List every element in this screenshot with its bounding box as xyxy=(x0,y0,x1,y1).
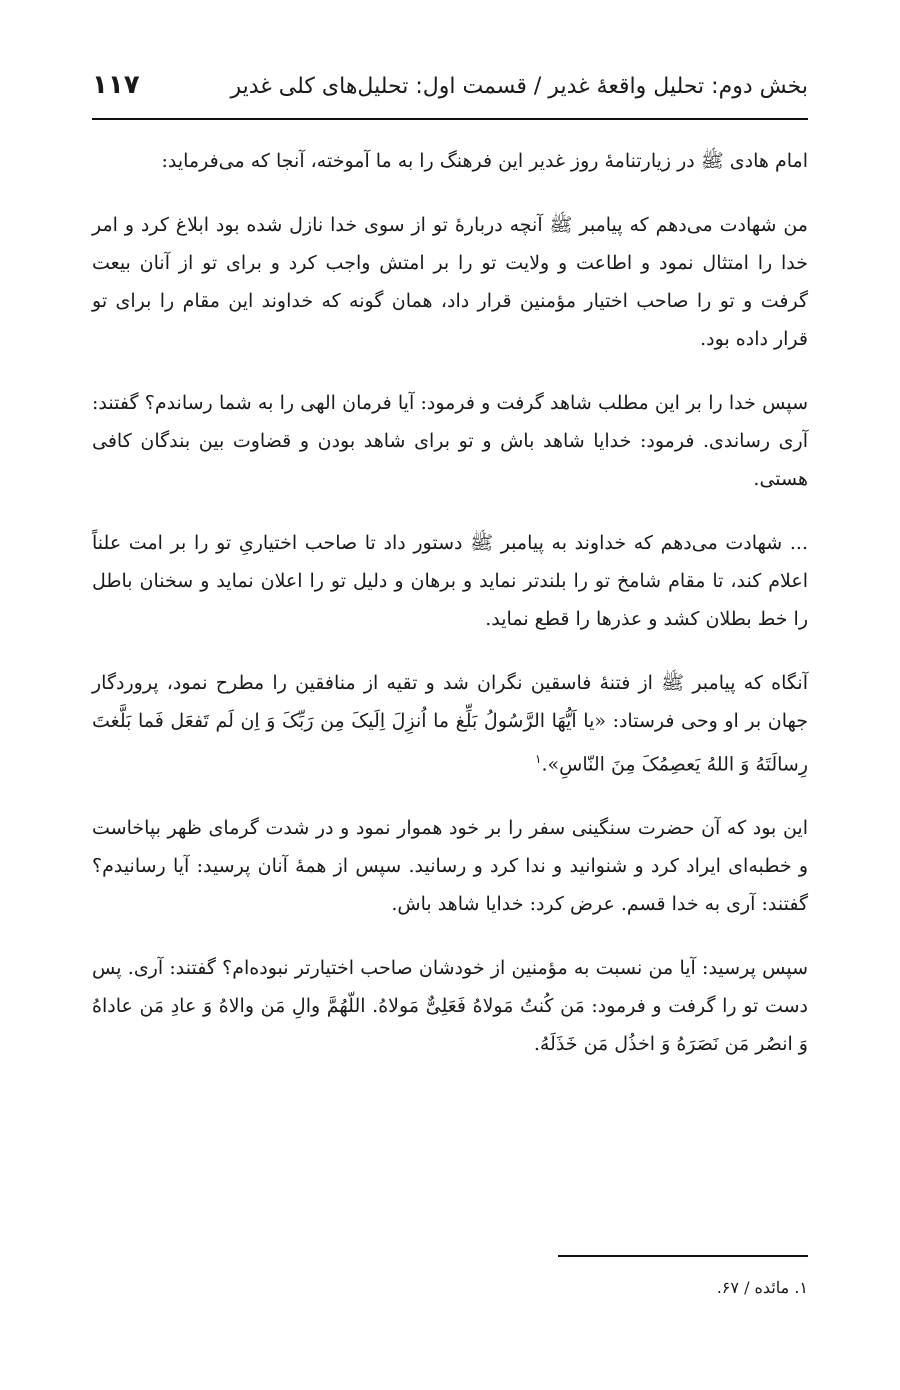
footnote-divider xyxy=(558,1255,808,1257)
paragraph-revelation xyxy=(92,664,808,783)
paragraph-testimony: من شهادت می‌دهم که پیامبر ﷺ آنچه دربارهٔ تو از سوی خدا نازل شده بود ابلاغ کرد و امر خدا را امتثال نمود و اطاعت و ولایت تو را بر امتش واجب کرد و برای تو از آنان بیعت گرفت و تو را صاحب اختیار مؤمنین قرار داد، همان گونه که خداوند این مقام را برای تو قرار داده بود. xyxy=(92,214,808,350)
page-body xyxy=(92,142,808,1089)
paragraph-witness: سپس خدا را بر این مطلب شاهد گرفت و فرمود: آیا فرمان الهی را به شما رساندم؟ گفتند: آری رساندی. فرمود: خدایا شاهد باش و تو برای شاهد بودن و قضاوت بین بندگان کافی هستی. xyxy=(92,392,808,490)
page-header xyxy=(92,68,808,120)
paragraph-revelation-text: آنگاه که پیامبر ﷺ از فتنهٔ فاسقین نگران شد و تقیه از منافقین را مطرح نمود، پروردگار جهان بر او وحی فرستاد: «یا اَیُّهَا الرَّسُولُ بَلِّغ ما اُنزِلَ اِلَیکَ مِن رَبِّکَ وَ اِن لَم تَفعَل فَما بَلَّغتَ رِسالَتَهُ وَ اللهُ یَعصِمُکَ مِنَ النّاسِ». xyxy=(92,672,808,776)
footnote-marker: ۱ xyxy=(535,752,542,766)
paragraph-intro: امام هادی ﷺ در زیارتنامهٔ روز غدیر این فرهنگ را به ما آموخته، آنجا که می‌فرماید: xyxy=(161,150,808,172)
page-number: ۱۱۷ xyxy=(92,70,140,100)
paragraph-mawla: سپس پرسید: آیا من نسبت به مؤمنین از خودشان صاحب اختیارتر نبوده‌ام؟ گفتند: آری. پس دست تو را گرفت و فرمود: مَن کُنتُ مَولاهُ فَعَلِیٌّ مَولاهُ. اللّهُمَّ والِ مَن والاهُ وَ عادِ مَن عاداهُ وَ انصُر مَن نَصَرَهُ وَ اخذُل مَن خَذَلَهُ. xyxy=(92,957,808,1056)
footnote: ۱. مائده / ۶۷. xyxy=(716,1278,808,1297)
running-title: بخش دوم: تحلیل واقعهٔ غدیر / قسمت اول: تحلیل‌های کلی غدیر xyxy=(230,74,808,99)
paragraph-announcement: ... شهادت می‌دهم که خداوند به پیامبر ﷺ دستور داد تا صاحب اختیاریِ تو را بر امت علناً اعلام کند، تا مقام شامخ تو را بلندتر نماید و برهان و دلیل تو را اعلان نماید و سخنان باطل را خط بطلان کشد و عذرها را قطع نماید. xyxy=(92,532,808,630)
paragraph-sermon: این بود که آن حضرت سنگینی سفر را بر خود هموار نمود و در شدت گرمای ظهر بپاخاست و خطبه‌ای ایراد کرد و شنوانید و ندا کرد و رسانید. سپس از همهٔ آنان پرسید: آیا رسانیدم؟ گفتند: آری به خدا قسم. عرض کرد: خدایا شاهد باش. xyxy=(92,817,808,916)
